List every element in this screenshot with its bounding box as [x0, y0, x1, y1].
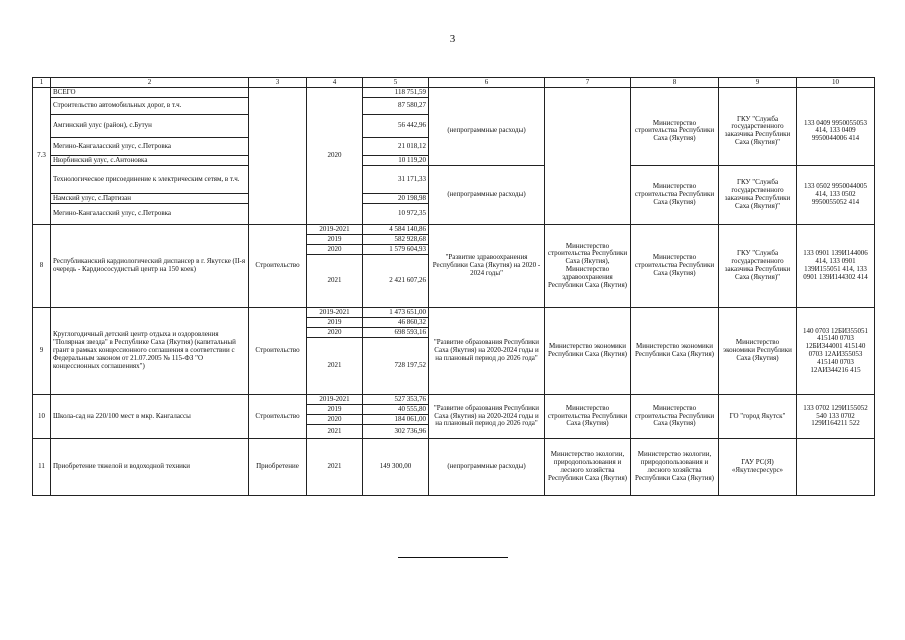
header-cell: 5: [363, 78, 429, 88]
builder-cell: ГКУ "Служба государственного заказчика Республики Саха (Якутия)": [719, 166, 797, 225]
table-row: [33, 308, 875, 318]
year-cell: 2020: [307, 415, 363, 425]
kbk-cell: 133 0502 9950044005 414, 133 0502 9950055052 414: [797, 166, 875, 225]
builder-cell: ГАУ РС(Я) «Якутлесресурс»: [719, 439, 797, 496]
header-cell: 10: [797, 78, 875, 88]
amount-cell: 4 584 140,86: [363, 225, 429, 235]
year-cell: 2020: [307, 245, 363, 255]
amount-cell: 46 860,32: [363, 318, 429, 328]
kbk-cell: [797, 439, 875, 496]
header-cell: 8: [631, 78, 719, 88]
object-name: Приобретение тяжелой и водоходной техники: [51, 439, 249, 496]
header-cell: 6: [429, 78, 545, 88]
amount-cell: 10 119,20: [363, 156, 429, 166]
table-row: [33, 166, 875, 194]
amount-cell: 10 972,35: [363, 204, 429, 225]
kbk-cell: [797, 88, 875, 98]
amount-cell: 728 197,52: [363, 338, 429, 395]
year-cell: 2020: [307, 328, 363, 338]
object-name: Нюрбинский улус, с.Антоновка: [51, 156, 249, 166]
work-type-cell: Строительство: [249, 225, 307, 308]
responsible-cell: [545, 88, 631, 225]
amount-cell: 56 442,96: [363, 115, 429, 138]
kbk-cell: 133 0901 139И144006 414, 133 0901 139И155051 414, 133 0901 139И144302 414: [797, 225, 875, 308]
amount-cell: 20 198,98: [363, 194, 429, 204]
responsible-cell: Министерство экологии, природопользования и лесного хозяйства Республики Саха (Якутия): [545, 439, 631, 496]
amount-cell: 582 928,68: [363, 235, 429, 245]
responsible-cell: Министерство строительства Республики Саха (Якутия): [545, 395, 631, 439]
work-type-cell: Приобретение: [249, 439, 307, 496]
object-name: Круглогодичный детский центр отдыха и оздоровления "Полярная звезда" в Республике Саха (Якутия) (капитальный грант в рамках концессионного соглашения в соответствии с Федеральным законом от 21.07.2005 № 115-ФЗ "О концессионных соглашениях"): [51, 308, 249, 395]
amount-cell: 40 555,80: [363, 405, 429, 415]
kbk-cell: 133 0702 129И155052 540 133 0702 129И164211 522: [797, 395, 875, 439]
object-name: ВСЕГО: [51, 88, 249, 98]
customer-cell: Министерство строительства Республики Саха (Якутия): [631, 98, 719, 166]
responsible-cell: Министерство экономики Республики Саха (Якутия): [545, 308, 631, 395]
header-cell: 9: [719, 78, 797, 88]
year-cell: 2019-2021: [307, 308, 363, 318]
customer-cell: Министерство экологии, природопользования и лесного хозяйства Республики Саха (Якутия): [631, 439, 719, 496]
object-name: Намский улус, с.Партизан: [51, 194, 249, 204]
builder-cell: ГО "город Якутск": [719, 395, 797, 439]
header-cell: 4: [307, 78, 363, 88]
amount-cell: 302 736,96: [363, 425, 429, 439]
builder-cell: ГКУ "Служба государственного заказчика Республики Саха (Якутия)": [719, 98, 797, 166]
customer-cell: Министерство строительства Республики Саха (Якутия): [631, 166, 719, 225]
customer-cell: Министерство строительства Республики Саха (Якутия): [631, 225, 719, 308]
table-row: [33, 98, 875, 115]
work-type-cell: [249, 88, 307, 225]
header-cell: 3: [249, 78, 307, 88]
work-type-cell: Строительство: [249, 308, 307, 395]
object-name: Мегино-Кангаласский улус, с.Петровка: [51, 138, 249, 156]
builder-cell: Министерство экономики Республики Саха (Якутия): [719, 308, 797, 395]
object-name: Республиканский кардиологический диспансер в г. Якутске (II-я очередь - Кардиососудистый центр на 150 коек): [51, 225, 249, 308]
row-number: 8: [33, 225, 51, 308]
customer-cell: [631, 88, 719, 98]
program-cell: (непрограммные расходы): [429, 439, 545, 496]
table-row: [33, 225, 875, 235]
year-cell: 2021: [307, 255, 363, 308]
amount-cell: 184 061,00: [363, 415, 429, 425]
header-cell: 7: [545, 78, 631, 88]
amount-cell: 2 421 607,26: [363, 255, 429, 308]
amount-cell: 1 579 604,93: [363, 245, 429, 255]
customer-cell: Министерство экономики Республики Саха (Якутия): [631, 308, 719, 395]
builder-cell: ГКУ "Служба государственного заказчика Республики Саха (Якутия)": [719, 225, 797, 308]
year-cell: 2019-2021: [307, 395, 363, 405]
amount-cell: 21 018,12: [363, 138, 429, 156]
page-number: 3: [449, 33, 456, 45]
table-row: [33, 439, 875, 496]
header-cell: 1: [33, 78, 51, 88]
program-cell: "Развитие образования Республики Саха (Якутия) на 2020-2024 годы и на плановый период до 2026 года": [429, 395, 545, 439]
program-cell: "Развитие здравоохранения Республики Саха (Якутия) на 2020 - 2024 годы": [429, 225, 545, 308]
year-cell: 2021: [307, 338, 363, 395]
object-name: Технологическое присоединение к электрическим сетям, в т.ч.: [51, 166, 249, 194]
kbk-cell: 133 0409 9950055053 414, 133 0409 9950044006 414: [797, 98, 875, 166]
column-number-header: [33, 78, 875, 88]
year-cell: 2019: [307, 235, 363, 245]
amount-cell: 698 593,16: [363, 328, 429, 338]
year-cell: 2019: [307, 405, 363, 415]
object-name: Строительство автомобильных дорог, в т.ч.: [51, 98, 249, 115]
program-cell: (непрограммные расходы): [429, 166, 545, 225]
program-cell: "Развитие образования Республики Саха (Якутия) на 2020-2024 годы и на плановый период до 2026 года": [429, 308, 545, 395]
end-rule: [398, 557, 508, 558]
program-cell: [429, 88, 545, 98]
responsible-cell: Министерство строительства Республики Саха (Якутия), Министерство здравоохранения Республики Саха (Якутия): [545, 225, 631, 308]
row-number: 10: [33, 395, 51, 439]
row-number: 11: [33, 439, 51, 496]
amount-cell: 527 353,76: [363, 395, 429, 405]
builder-cell: [719, 88, 797, 98]
year-cell: 2019: [307, 318, 363, 328]
row-number: 9: [33, 308, 51, 395]
object-name: Мегино-Кангаласский улус, с.Петровка: [51, 204, 249, 225]
year-cell: 2021: [307, 439, 363, 496]
table-row: [33, 395, 875, 405]
work-type-cell: Строительство: [249, 395, 307, 439]
year-cell: 2020: [307, 88, 363, 225]
kbk-cell: 140 0703 12БИ355051 415140 0703 12БИ344001 415140 0703 12АИ355053 415140 0703 12АИ344216 415: [797, 308, 875, 395]
amount-cell: 87 580,27: [363, 98, 429, 115]
year-cell: 2019-2021: [307, 225, 363, 235]
table-row: [33, 88, 875, 98]
header-cell: 2: [51, 78, 249, 88]
investment-objects-table: [32, 77, 875, 496]
customer-cell: Министерство строительства Республики Саха (Якутия): [631, 395, 719, 439]
row-number: 7.3: [33, 88, 51, 225]
program-cell: (непрограммные расходы): [429, 98, 545, 166]
year-cell: 2021: [307, 425, 363, 439]
amount-cell: 118 751,59: [363, 88, 429, 98]
amount-cell: 149 300,00: [363, 439, 429, 496]
amount-cell: 31 171,33: [363, 166, 429, 194]
object-name: Амгинский улус (район), с.Бутун: [51, 115, 249, 138]
object-name: Школа-сад на 220/100 мест в мкр. Кангалассы: [51, 395, 249, 439]
amount-cell: 1 473 651,00: [363, 308, 429, 318]
